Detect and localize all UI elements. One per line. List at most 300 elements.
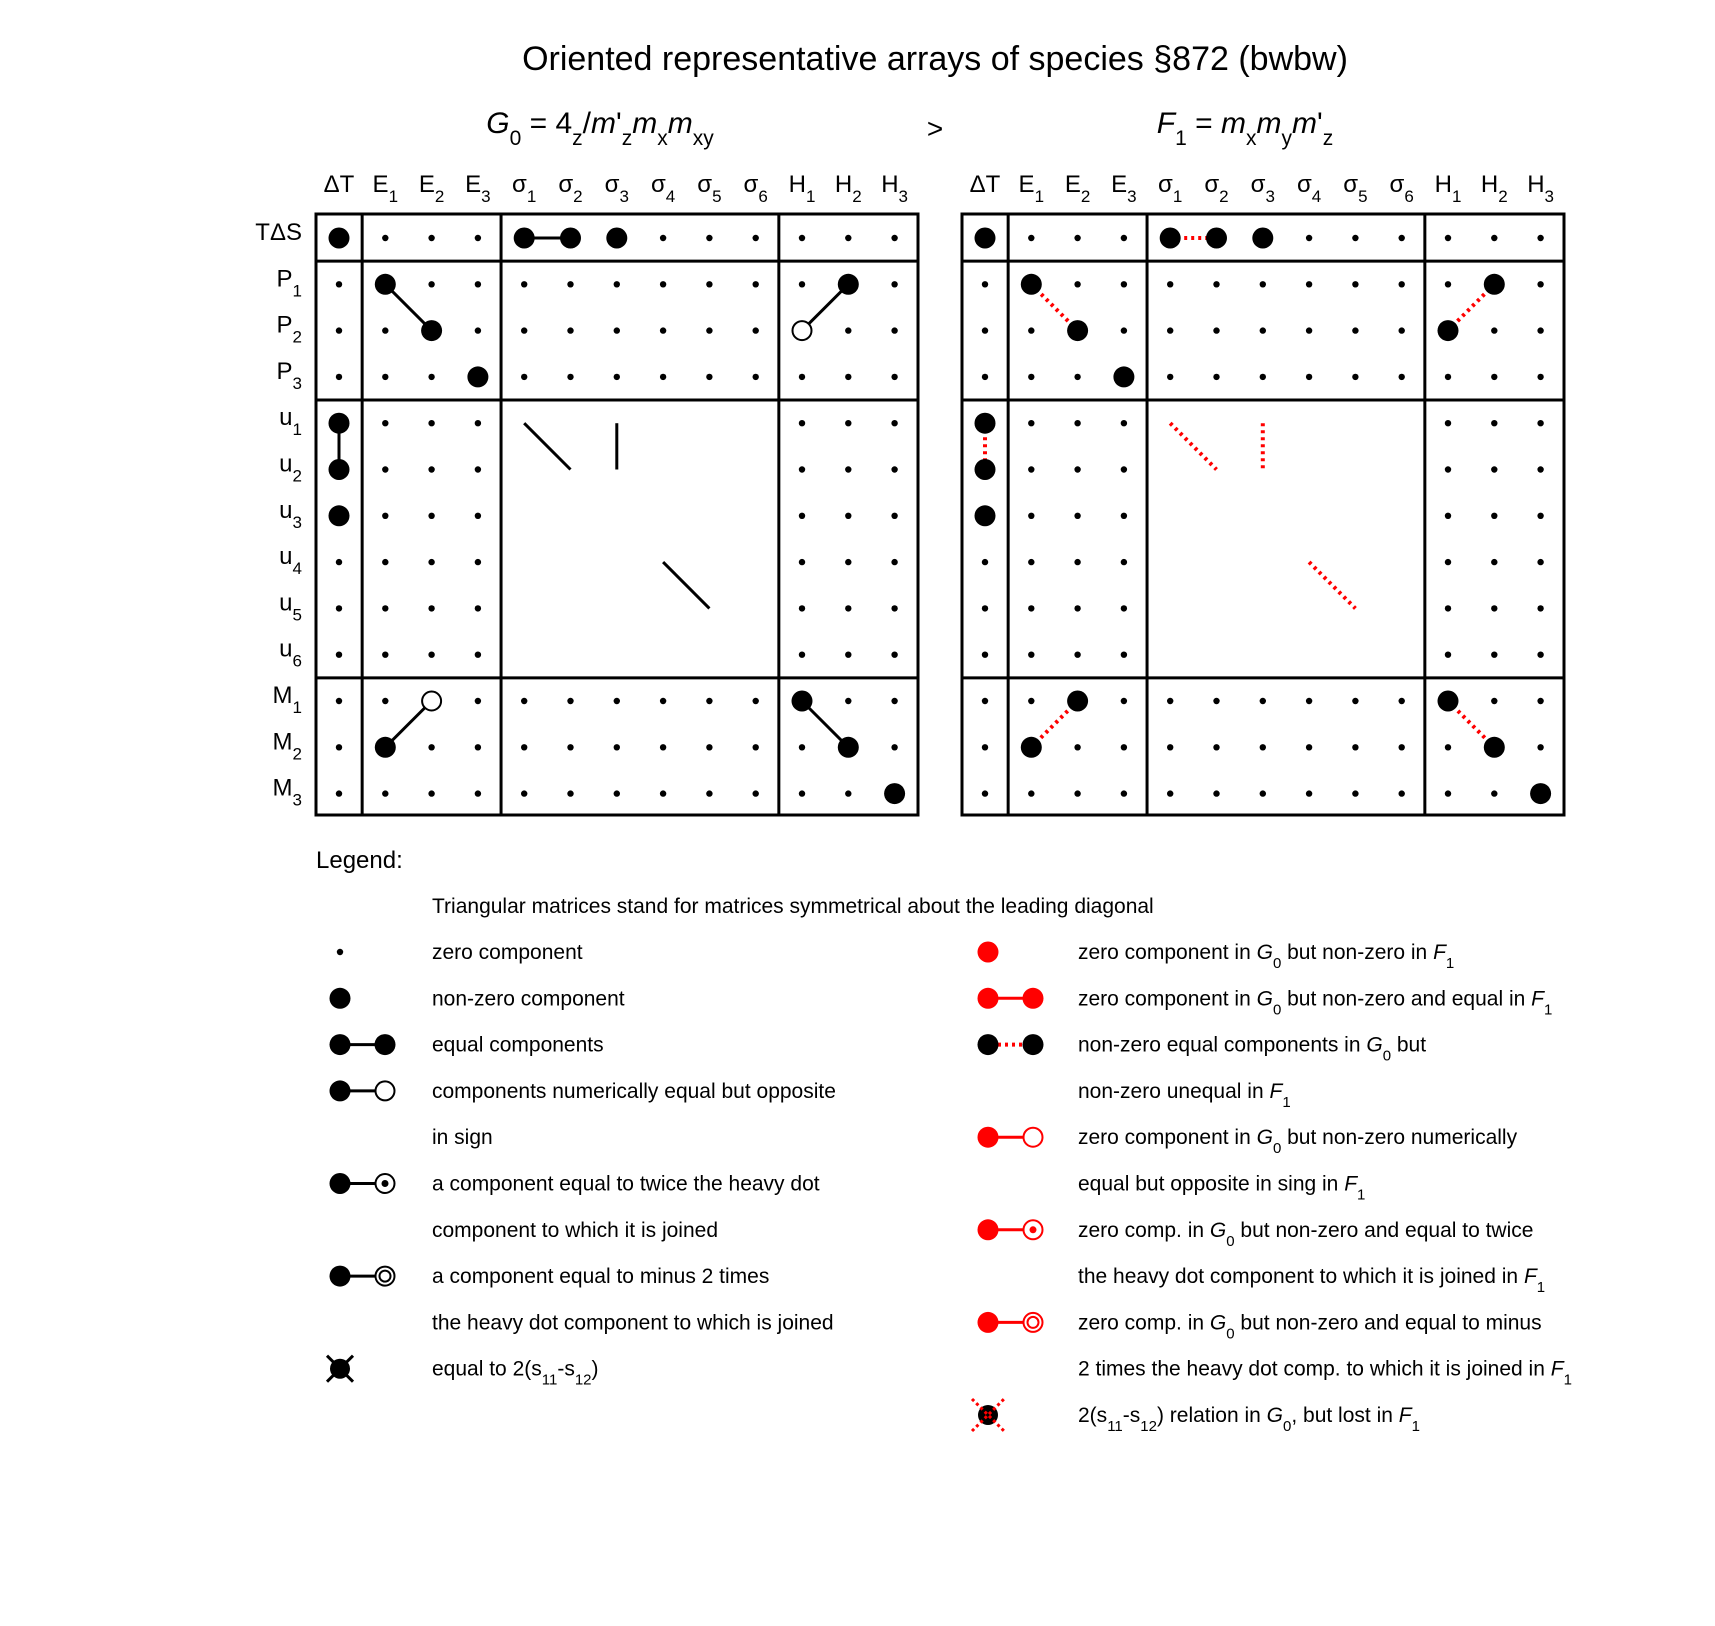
col-header-3: $\sigma_3$ xyxy=(1250,171,1275,206)
legend-item-right-6 xyxy=(978,1311,1572,1388)
zero-dot xyxy=(1399,744,1405,750)
legend-symbol-dotted-equal xyxy=(978,1034,1044,1055)
legend-symbol-twice xyxy=(330,1173,395,1194)
col-header-4: $\sigma_4$ xyxy=(1296,171,1322,206)
zero-dot xyxy=(1121,790,1127,796)
zero-dot xyxy=(799,420,805,426)
heavy-dot xyxy=(1067,691,1088,712)
zero-dot xyxy=(1491,466,1497,472)
zero-dot xyxy=(521,790,527,796)
legend-text: zero component in $G_0$ but non-zero numerically xyxy=(1078,1126,1518,1157)
zero-dot xyxy=(382,466,388,472)
zero-dot xyxy=(891,327,897,333)
zero-dot xyxy=(1537,559,1543,565)
row-label-u6: $u_6$ xyxy=(279,635,302,671)
zero-dot xyxy=(475,281,481,287)
legend-symbol-red-cross xyxy=(972,1399,1004,1431)
zero-dot xyxy=(521,374,527,380)
zero-dot xyxy=(845,605,851,611)
zero-dot xyxy=(706,281,712,287)
zero-dot xyxy=(382,652,388,658)
zero-dot xyxy=(567,698,573,704)
zero-dot xyxy=(982,698,988,704)
zero-dot xyxy=(845,652,851,658)
legend-note: Triangular matrices stand for matrices symmetrical about the leading diagonal xyxy=(432,895,1154,918)
zero-dot xyxy=(475,744,481,750)
zero-dot xyxy=(1445,513,1451,519)
zero-dot xyxy=(475,698,481,704)
zero-dot xyxy=(660,790,666,796)
zero-dot xyxy=(706,744,712,750)
zero-dot xyxy=(475,652,481,658)
col-header-h3: $H_3$ xyxy=(1527,171,1555,206)
zero-dot xyxy=(336,652,342,658)
zero-dot xyxy=(1260,698,1266,704)
heavy-dot xyxy=(329,413,350,434)
zero-dot xyxy=(982,559,988,565)
zero-dot xyxy=(428,466,434,472)
zero-dot xyxy=(1260,374,1266,380)
zero-dot xyxy=(1074,235,1080,241)
zero-dot xyxy=(1352,235,1358,241)
zero-dot xyxy=(428,513,434,519)
zero-dot xyxy=(614,327,620,333)
heavy-dot xyxy=(1484,737,1505,758)
legend-text: equal but opposite in sing in $F_1$ xyxy=(1078,1172,1366,1203)
zero-dot xyxy=(982,327,988,333)
zero-dot xyxy=(1028,235,1034,241)
heavy-dot xyxy=(975,459,996,480)
zero-dot xyxy=(1399,327,1405,333)
zero-dot xyxy=(1028,513,1034,519)
zero-dot xyxy=(982,744,988,750)
col-header-e1: $E_1$ xyxy=(1018,171,1045,206)
zero-dot xyxy=(706,374,712,380)
zero-dot xyxy=(1074,466,1080,472)
matrices xyxy=(255,171,1564,815)
zero-dot xyxy=(1028,374,1034,380)
zero-dot xyxy=(891,652,897,658)
equal-link xyxy=(663,562,709,608)
zero-dot xyxy=(336,790,342,796)
open-dot xyxy=(422,692,441,711)
zero-dot xyxy=(1028,698,1034,704)
legend-item-right-7 xyxy=(972,1399,1420,1435)
legend-item-left-2 xyxy=(330,987,625,1010)
zero-dot xyxy=(1491,790,1497,796)
zero-dot xyxy=(1028,790,1034,796)
zero-dot xyxy=(1399,281,1405,287)
zero-dot xyxy=(1121,698,1127,704)
zero-dot xyxy=(799,605,805,611)
zero-dot xyxy=(891,605,897,611)
zero-dot xyxy=(845,327,851,333)
zero-dot xyxy=(614,744,620,750)
legend-symbol-red-opposite xyxy=(978,1127,1043,1148)
zero-dot xyxy=(428,235,434,241)
zero-dot xyxy=(799,790,805,796)
zero-dot xyxy=(1121,281,1127,287)
heavy-dot xyxy=(1160,228,1181,249)
legend-text: non-zero equal components in $G_0$ but xyxy=(1078,1033,1427,1065)
legend-text: equal to $2(s_{11}-s_{12})$ xyxy=(432,1357,599,1389)
col-header-6: $\sigma_6$ xyxy=(1389,171,1414,206)
legend-item-right-3 xyxy=(978,1034,1427,1111)
heavy-dot xyxy=(1438,320,1459,341)
zero-dot xyxy=(567,281,573,287)
zero-dot xyxy=(1074,281,1080,287)
heavy-dot xyxy=(1484,274,1505,295)
zero-dot xyxy=(706,790,712,796)
zero-dot xyxy=(1445,605,1451,611)
zero-dot xyxy=(753,235,759,241)
col-header-h2: $H_2$ xyxy=(1480,171,1508,206)
col-header-5: $\sigma_5$ xyxy=(1343,171,1368,206)
heavy-dot xyxy=(884,783,905,804)
zero-dot xyxy=(1537,466,1543,472)
diagram-title: Oriented representative arrays of species §872 (bwbw) xyxy=(522,40,1348,78)
zero-dot xyxy=(1537,698,1543,704)
legend-text: 2 times the heavy dot comp. to which it is joined in $F_1$ xyxy=(1078,1357,1572,1389)
matrix-g0 xyxy=(316,171,918,815)
zero-dot xyxy=(660,281,666,287)
zero-dot xyxy=(1537,744,1543,750)
legend-text: zero comp. in $G_0$ but non-zero and equal to minus xyxy=(1078,1311,1542,1342)
zero-dot xyxy=(845,374,851,380)
zero-dot xyxy=(1306,698,1312,704)
zero-dot xyxy=(1445,466,1451,472)
zero-dot xyxy=(382,374,388,380)
zero-dot xyxy=(567,790,573,796)
legend-text: $2(s_{11}-s_{12})$ relation in $G_0$, but lost in $F_1$ xyxy=(1078,1404,1420,1435)
col-header-t: ΔT xyxy=(969,171,1001,198)
zero-dot xyxy=(1399,790,1405,796)
relation-symbol: > xyxy=(926,113,944,144)
zero-dot xyxy=(382,420,388,426)
legend-text: zero component in $G_0$ but non-zero in $F_1$ xyxy=(1078,941,1455,972)
col-header-h1: $H_1$ xyxy=(1434,171,1462,206)
zero-dot xyxy=(845,559,851,565)
zero-dot xyxy=(1260,744,1266,750)
legend-text: a component equal to twice the heavy dot xyxy=(432,1172,820,1196)
zero-dot xyxy=(1074,652,1080,658)
zero-dot xyxy=(521,327,527,333)
legend-symbol-red-equal xyxy=(978,988,1044,1009)
zero-dot xyxy=(1167,374,1173,380)
zero-dot xyxy=(799,559,805,565)
zero-dot xyxy=(1074,744,1080,750)
matrix-f1 xyxy=(962,171,1564,815)
zero-dot xyxy=(1491,559,1497,565)
zero-dot xyxy=(799,652,805,658)
zero-dot xyxy=(891,420,897,426)
legend-text: non-zero component xyxy=(432,987,625,1011)
zero-dot xyxy=(1306,374,1312,380)
equal-link xyxy=(524,423,570,469)
legend-item-left-7 xyxy=(327,1356,599,1389)
legend-text: zero component xyxy=(432,941,583,964)
zero-dot xyxy=(799,466,805,472)
zero-dot xyxy=(1491,235,1497,241)
zero-dot xyxy=(1213,790,1219,796)
zero-dot xyxy=(660,744,666,750)
zero-dot xyxy=(1445,652,1451,658)
col-header-2: $\sigma_2$ xyxy=(558,171,583,206)
zero-dot xyxy=(1352,698,1358,704)
zero-dot xyxy=(706,235,712,241)
col-header-h2: $H_2$ xyxy=(834,171,862,206)
col-header-1: $\sigma_1$ xyxy=(1158,171,1183,206)
heavy-dot xyxy=(1206,228,1227,249)
zero-dot xyxy=(1167,790,1173,796)
row-labels xyxy=(255,219,302,809)
open-dot xyxy=(793,321,812,340)
zero-dot xyxy=(428,281,434,287)
zero-dot xyxy=(1213,744,1219,750)
zero-dot xyxy=(1028,327,1034,333)
col-header-1: $\sigma_1$ xyxy=(512,171,537,206)
zero-dot xyxy=(1537,235,1543,241)
zero-dot xyxy=(614,698,620,704)
zero-dot xyxy=(1074,559,1080,565)
zero-dot xyxy=(1121,652,1127,658)
zero-dot xyxy=(845,235,851,241)
zero-dot xyxy=(1491,698,1497,704)
legend-item-left-1 xyxy=(337,941,583,964)
legend-text: zero comp. in $G_0$ but non-zero and equal to twice xyxy=(1078,1218,1534,1250)
zero-dot xyxy=(1445,420,1451,426)
zero-dot xyxy=(660,374,666,380)
heavy-dot xyxy=(838,737,859,758)
zero-dot xyxy=(1537,605,1543,611)
zero-dot xyxy=(1445,790,1451,796)
zero-dot xyxy=(475,790,481,796)
zero-dot xyxy=(1445,374,1451,380)
unequal-link xyxy=(1170,423,1216,469)
legend-text: components numerically equal but opposite xyxy=(432,1079,836,1103)
zero-dot xyxy=(1121,235,1127,241)
zero-dot xyxy=(1213,281,1219,287)
zero-dot xyxy=(891,235,897,241)
zero-dot xyxy=(1121,744,1127,750)
zero-dot xyxy=(382,605,388,611)
legend-text: a component equal to minus 2 times xyxy=(432,1265,770,1289)
zero-dot xyxy=(845,698,851,704)
zero-dot xyxy=(428,374,434,380)
legend-symbol-red-twice xyxy=(978,1219,1043,1240)
zero-dot xyxy=(382,327,388,333)
row-label-p3: $P_3$ xyxy=(276,357,302,393)
zero-dot xyxy=(336,559,342,565)
zero-dot xyxy=(753,744,759,750)
zero-dot xyxy=(891,698,897,704)
zero-dot xyxy=(1491,374,1497,380)
zero-dot xyxy=(614,281,620,287)
legend-item-right-1 xyxy=(978,941,1455,972)
zero-dot xyxy=(1491,605,1497,611)
zero-dot xyxy=(982,790,988,796)
row-label-u2: $u_2$ xyxy=(279,450,302,485)
zero-dot xyxy=(1445,281,1451,287)
zero-dot xyxy=(1537,652,1543,658)
zero-dot xyxy=(1352,327,1358,333)
zero-dot xyxy=(567,374,573,380)
zero-dot xyxy=(660,235,666,241)
legend-text: component to which it is joined xyxy=(432,1218,718,1242)
heavy-dot xyxy=(421,320,442,341)
legend-item-left-3 xyxy=(330,1034,604,1057)
zero-dot xyxy=(1213,698,1219,704)
legend-heading: Legend: xyxy=(316,847,403,874)
zero-dot xyxy=(1167,327,1173,333)
zero-dot xyxy=(1260,281,1266,287)
zero-dot xyxy=(336,744,342,750)
zero-dot xyxy=(660,327,666,333)
zero-dot xyxy=(382,559,388,565)
legend-text: the heavy dot component to which it is joined in $F_1$ xyxy=(1078,1265,1546,1296)
heavy-dot xyxy=(329,505,350,526)
zero-dot xyxy=(1306,327,1312,333)
zero-dot xyxy=(1213,374,1219,380)
zero-dot xyxy=(1074,420,1080,426)
row-label-u1: $u_1$ xyxy=(279,404,302,439)
row-label-m1: $M_1$ xyxy=(272,682,302,717)
zero-dot xyxy=(336,698,342,704)
zero-dot xyxy=(382,235,388,241)
heavy-dot xyxy=(1021,274,1042,295)
heavy-dot xyxy=(1438,691,1459,712)
zero-dot xyxy=(336,605,342,611)
zero-dot xyxy=(799,281,805,287)
col-header-5: $\sigma_5$ xyxy=(697,171,722,206)
zero-dot xyxy=(1399,374,1405,380)
zero-dot xyxy=(521,744,527,750)
zero-dot xyxy=(521,281,527,287)
col-header-3: $\sigma_3$ xyxy=(604,171,629,206)
col-header-h3: $H_3$ xyxy=(881,171,909,206)
zero-dot xyxy=(845,466,851,472)
col-header-e2: $E_2$ xyxy=(418,171,445,206)
zero-dot xyxy=(614,790,620,796)
zero-dot xyxy=(1028,466,1034,472)
col-header-e2: $E_2$ xyxy=(1064,171,1091,206)
zero-dot xyxy=(1306,235,1312,241)
zero-dot xyxy=(1399,698,1405,704)
right-group-label: $F_1 = m_xm_ym'_z$ xyxy=(1156,107,1334,150)
zero-dot xyxy=(567,327,573,333)
zero-dot xyxy=(706,698,712,704)
zero-dot xyxy=(521,698,527,704)
zero-dot xyxy=(428,744,434,750)
zero-dot xyxy=(428,559,434,565)
zero-dot xyxy=(475,559,481,565)
heavy-dot xyxy=(975,505,996,526)
zero-dot xyxy=(799,513,805,519)
legend-text: zero component in $G_0$ but non-zero and equal in $F_1$ xyxy=(1078,987,1553,1018)
legend-item-left-6 xyxy=(330,1265,834,1334)
col-header-h1: $H_1$ xyxy=(788,171,816,206)
zero-dot xyxy=(1537,327,1543,333)
zero-dot xyxy=(1491,652,1497,658)
heavy-dot xyxy=(467,366,488,387)
row-label-u4: $u_4$ xyxy=(279,543,302,578)
zero-dot xyxy=(428,790,434,796)
zero-dot xyxy=(1306,790,1312,796)
legend-item-left-4 xyxy=(330,1080,836,1149)
col-header-t: ΔT xyxy=(323,171,355,198)
legend-symbol-equal xyxy=(330,1034,396,1055)
heavy-dot xyxy=(329,228,350,249)
zero-dot xyxy=(382,790,388,796)
heavy-dot xyxy=(514,228,535,249)
zero-dot xyxy=(1028,559,1034,565)
zero-dot xyxy=(1352,374,1358,380)
legend-item-right-5 xyxy=(978,1219,1546,1296)
zero-dot xyxy=(845,513,851,519)
zero-dot xyxy=(660,698,666,704)
zero-dot xyxy=(475,466,481,472)
legend-item-right-2 xyxy=(978,987,1553,1018)
row-label-u5: $u_5$ xyxy=(279,589,302,624)
zero-dot xyxy=(982,374,988,380)
heavy-dot xyxy=(560,228,581,249)
zero-dot xyxy=(1537,513,1543,519)
zero-dot xyxy=(1074,513,1080,519)
row-label-m2: $M_2$ xyxy=(272,728,302,763)
zero-dot xyxy=(1121,605,1127,611)
legend-text: in sign xyxy=(432,1126,493,1150)
col-header-2: $\sigma_2$ xyxy=(1204,171,1229,206)
zero-dot xyxy=(1028,420,1034,426)
row-label-m3: $M_3$ xyxy=(272,774,302,810)
legend-text: equal components xyxy=(432,1033,604,1057)
zero-dot xyxy=(1491,327,1497,333)
zero-dot xyxy=(475,513,481,519)
heavy-dot xyxy=(606,228,627,249)
zero-dot xyxy=(1352,281,1358,287)
legend-symbol-dot xyxy=(337,949,343,955)
zero-dot xyxy=(891,744,897,750)
heavy-dot xyxy=(1252,228,1273,249)
legend-item-left-5 xyxy=(330,1173,820,1242)
zero-dot xyxy=(1074,605,1080,611)
left-group-label: $G_0 = 4_z/m'_zm_xm_{xy}$ xyxy=(486,107,714,150)
heavy-dot xyxy=(975,228,996,249)
row-label-u3: $u_3$ xyxy=(279,496,302,532)
zero-dot xyxy=(982,605,988,611)
legend-symbol-red-minus2 xyxy=(978,1312,1043,1333)
zero-dot xyxy=(475,327,481,333)
zero-dot xyxy=(845,420,851,426)
zero-dot xyxy=(475,235,481,241)
legend-item-right-4 xyxy=(978,1126,1518,1203)
zero-dot xyxy=(1537,374,1543,380)
zero-dot xyxy=(982,281,988,287)
zero-dot xyxy=(1028,652,1034,658)
col-header-6: $\sigma_6$ xyxy=(743,171,768,206)
legend-symbol-red-dot xyxy=(978,942,999,963)
heavy-dot xyxy=(792,691,813,712)
zero-dot xyxy=(1306,281,1312,287)
zero-dot xyxy=(1121,327,1127,333)
zero-dot xyxy=(891,466,897,472)
heavy-dot xyxy=(975,413,996,434)
zero-dot xyxy=(982,652,988,658)
zero-dot xyxy=(753,281,759,287)
heavy-dot xyxy=(1530,783,1551,804)
zero-dot xyxy=(1074,790,1080,796)
zero-dot xyxy=(891,281,897,287)
